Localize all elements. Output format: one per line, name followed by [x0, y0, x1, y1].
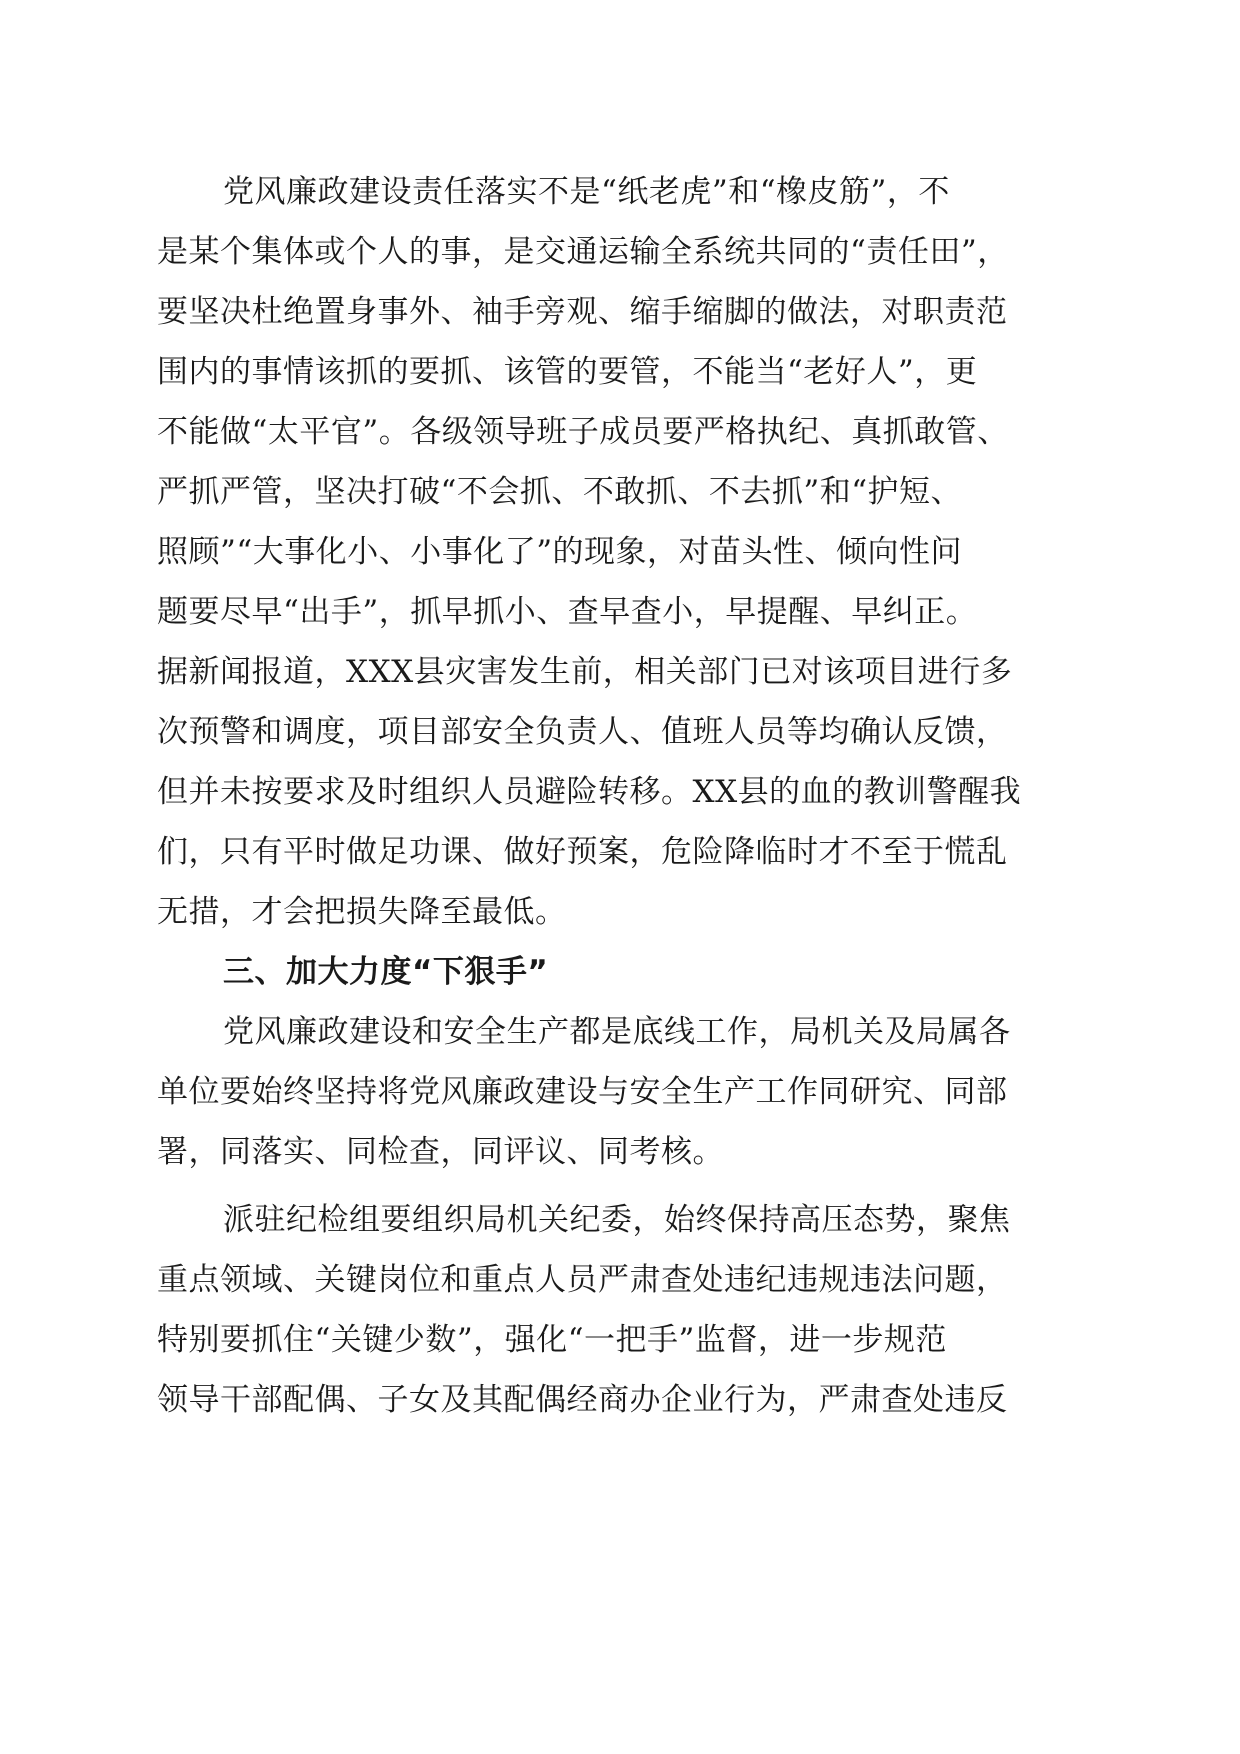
- body-text-line: 是某个集体或个人的事，是交通运输全系统共同的“责任田”，: [157, 234, 1009, 270]
- body-text-line: 领导干部配偶、子女及其配偶经商办企业行为，严肃查处违反: [157, 1382, 1008, 1418]
- body-text-line: 无措，才会把损失降至最低。: [157, 894, 567, 930]
- body-text-line: 党风廉政建设责任落实不是“纸老虎”和“橡皮筋”，不: [223, 174, 950, 210]
- section-heading: 三、加大力度“下狠手”: [223, 954, 549, 990]
- body-text-line: 严抓严管，坚决打破“不会抓、不敢抓、不去抓”和“护短、: [157, 474, 963, 510]
- body-text-line: 不能做“太平官”。各级领导班子成员要严格执纪、真抓敢管、: [157, 414, 1009, 450]
- body-text-line: 题要尽早“出手”，抓早抓小、查早查小，早提醒、早纠正。: [157, 594, 978, 630]
- body-text-line: 署，同落实、同检查，同评议、同考核。: [157, 1134, 724, 1170]
- body-text-line: 党风廉政建设和安全生产都是底线工作，局机关及局属各: [223, 1014, 1011, 1050]
- body-text-line: 重点领域、关键岗位和重点人员严肃查处违纪违规违法问题，: [157, 1262, 1008, 1298]
- body-text-line: 次预警和调度，项目部安全负责人、值班人员等均确认反馈，: [157, 714, 1008, 750]
- body-text-line: 单位要始终坚持将党风廉政建设与安全生产工作同研究、同部: [157, 1074, 1008, 1110]
- body-text-line: 们，只有平时做足功课、做好预案，危险降临时才不至于慌乱: [157, 834, 1008, 870]
- body-text-line: 特别要抓住“关键少数”，强化“一把手”监督，进一步规范: [157, 1322, 947, 1358]
- body-text-line: 但并未按要求及时组织人员避险转移。XX县的血的教训警醒我: [157, 774, 1022, 810]
- body-text-line: 要坚决杜绝置身事外、袖手旁观、缩手缩脚的做法，对职责范: [157, 294, 1008, 330]
- body-text-line: 照顾”“大事化小、小事化了”的现象，对苗头性、倾向性问: [157, 534, 963, 570]
- body-text-line: 围内的事情该抓的要抓、该管的要管，不能当“老好人”，更: [157, 354, 978, 390]
- body-text-line: 据新闻报道，XXX县灾害发生前，相关部门已对该项目进行多: [157, 654, 1013, 690]
- body-text-line: 派驻纪检组要组织局机关纪委，始终保持高压态势，聚焦: [223, 1202, 1011, 1238]
